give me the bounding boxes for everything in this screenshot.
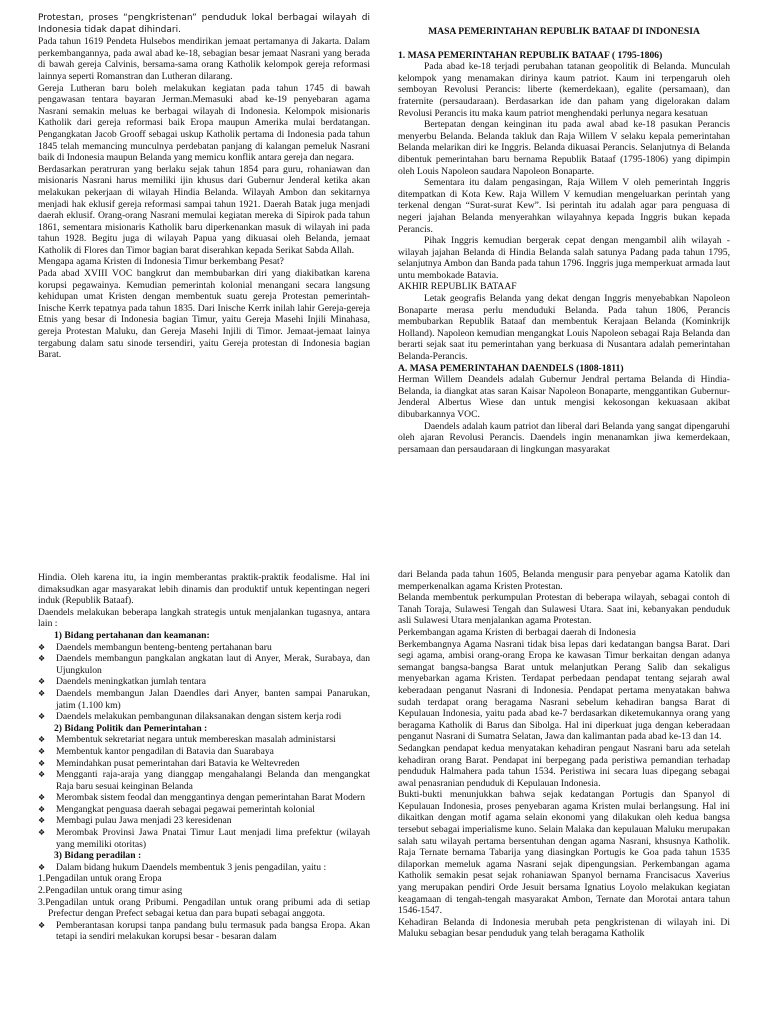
column-top-left xyxy=(38,13,370,361)
paragraph: Berkembangnya Agama Nasrani tidak bisa lepas dari kedatangan bangsa Barat. Dari segi agama, ambisi orang-orang Eropa ke kawasan Timur berkaitan dengan adanya semangat bangsa-bangsa Barat untuk melanjutkan Perang Salib dan sekaligus menyebarkan agama Kristen. Terdapat perbedaan pendapat tentang sejarah awal keberadaan penganut Nasrani di Indonesia. Pendapat pertama menyatakan bahwa sudah terdapat orang beragama Nasrani sebelum kehadiran bangsa Barat di Kepulauan Indonesia, yaitu pada abad ke-7 berdasarkan diketemukannya orang yang beragama Katholik di Barus dan Sibolga. Hal ini diperkuat juga dengan keberadaan penganut Nasrani di Sumatra Selatan, Jawa dan kalimantan pada abad ke-13 dan 14. xyxy=(398,638,730,743)
column-bottom-left xyxy=(38,572,370,943)
paragraph: Berdasarkan peratruran yang berlaku sejak tahun 1854 para guru, rohaniawan dan misionaris Nasrani harus memiliki ijin khusus dari Gubernur Jenderal ketika akan melakukan pekerjaan di wilayah Hindia Belanda. Wilayah Ambon dan sekitarnya menjadi hak eklusif gereja reformasi sampai tahun 1921. Daerah Batak juga menjadi daerah eklusif. Orang-orang Nasrani memulai kegiatan mereka di Sipirok pada tahun 1861, sementara misionaris Katholik baru diperkenankan masuk di wilayah ini pada tahun 1928. Begitu juga di wilayah Papua yang dikuasai oleh Belanda, jemaat Katholik di Flores dan Timor bagian barat diserahkan kepada Serikat Sabda Allah. xyxy=(38,163,370,256)
list-heading: 2) Bidang Politik dan Pemerintahan : xyxy=(54,722,208,734)
paragraph: Pada tahun 1619 Pendeta Hulsebos mendirikan jemaat pertamanya di Jakarta. Dalam perkembangannya, pada awal abad ke-18, sebagian besar jemaat Nasrani yang berada di bawah gereja Calvinis, bersama-sama orang Katholik kelompok gereja reformasi lainnya seperti Romanstran dan Lutheran dilarang. xyxy=(38,36,370,82)
list-item: ❖ Membentuk kantor pengadilan di Batavia dan Suarabaya xyxy=(38,746,370,758)
column-bottom-right xyxy=(398,569,730,940)
document-title: MASA PEMERINTAHAN REPUBLIK BATAAF DI INDONESIA xyxy=(428,26,700,37)
list-item: ❖ Pemberantasan korupsi tanpa pandang bulu termasuk pada bangsa Eropa. Akan tetapi ia sendiri melakukan korupsi besar - besaran dalam xyxy=(38,920,370,943)
section-heading: A. MASA PEMERINTAHAN DAENDELS (1808-1811) xyxy=(398,362,624,374)
list-item: ❖ Membentuk sekretariat negara untuk membereskan masalah administarsi xyxy=(38,734,370,746)
paragraph: Hindia. Oleh karena itu, ia ingin memberantas praktik-praktik feodalisme. Hal ini dimaksudkan agar masyarakat lebih dinamis dan produktif untuk kepentingan negeri induk (Republik Bataaf). xyxy=(38,572,370,607)
section-heading: AKHIR REPUBLIK BATAAF xyxy=(398,281,517,293)
paragraph: Letak geografis Belanda yang dekat dengan Inggris menyebabkan Napoleon Bonaparte merasa perlu menduduki Belanda. Pada tahun 1806, Perancis membubarkan Republik Bataaf dan membentuk Kerajaan Belanda (Kominkrijk Holland). Napoleon kemudian mengangkat Louis Napoleon sebagai Raja Belanda dan berarti sejak saat itu pemerintahan yang berkuasa di Nusantara adalah pemerintahan Belanda-Perancis. xyxy=(398,293,730,363)
numbered-item: 2.Pengadilan untuk orang timur asing xyxy=(38,885,183,897)
paragraph: Bertepatan dengan keinginan itu pada awal abad ke-18 pasukan Perancis menyerbu Belanda. Belanda takluk dan Raja Willem V selaku kepala pemerintahan Belanda melarikan diri ke Inggris. Belanda dikuasai Perancis. Selanjutnya di Belanda dibentuk pemerintahan baru bernama Republik Bataaf (1795-1806) yang dipimpin oleh Louis Napoleon saudara Napoleon Bonaparte. xyxy=(398,119,730,177)
paragraph: Belanda membentuk perkumpulan Protestan di beberapa wilayah, sebagai contoh di Tanah Toraja, Sulawesi Tengah dan Sulawesi Utara. Saat ini, kebanyakan penduduk asli Sulawesi Utara menjalankan agama Protestan. xyxy=(398,592,730,627)
list-item: ❖ Daendels melakukan pembangunan dilaksanakan dengan sistem kerja rodi xyxy=(38,711,370,723)
subheading: Perkembangan agama Kristen di berbagai daerah di Indonesia xyxy=(398,626,636,638)
paragraph: Pada abad ke-18 terjadi perubahan tatanan geopolitik di Belanda. Munculah kelompok yang menamakan dirinya kaum patriot. Kaum ini terpengaruh oleh semboyan Revolusi Perancis: liberte (kemerdekaan), egalite (persamaan), dan fraternite (persaudaraan). Berdasarkan ide dan paham yang digelorakan dalam Revolusi Perancis itu maka kaum patriot menghendaki perlunya negara kesatuan xyxy=(398,61,730,119)
paragraph: Pada abad XVIII VOC bangkrut dan membubarkan diri yang diakibatkan karena korupsi pegawainya. Kemudian pemerintah kolonial menangani secara langsung kehidupan umat Kristen dengan membentuk suatu gereja Protestan pemerintah-Inische Kerrk tepatnya pada tahun 1835. Dari Inische Kerrk inilah lahir Gereja-gereja Etnis yang besar di Indonesia bagian Timur, yaitu Gereja Masehi Injili Minahasa, gereja Protestan Maluku, dan Gereja Masehi Injili di Timor. Jemaat-jemaat lainya tergabung dalam satu sinode tersendiri, yaitu Gereja protestan di Indonesia bagian Barat. xyxy=(38,268,370,361)
paragraph: Herman Willem Deandels adalah Gubernur Jendral pertama Belanda di Hindia-Belanda, ia diangkat atas saran Kaisar Napoleon Bonaparte, menggantikan Gubernur-Jenderal Albertus Wiese dan untuk mengisi kekosongan kekuasaan akibat dibubarkannya VOC. xyxy=(398,374,730,420)
list-item: ❖ Daendels membangun Jalan Daendles dari Anyer, banten sampai Panarukan, jatim (1.100 km) xyxy=(38,688,370,711)
paragraph: Daendels adalah kaum patriot dan liberal dari Belanda yang sangat dipengaruhi oleh ajaran Revolusi Perancis. Daendels ingin menanamkan jiwa kemerdekaan, persamaan dan persaudaraan di lingkungan masyarakat xyxy=(398,420,730,455)
list-item: ❖ Mengangkat penguasa daerah sebagai pegawai pemerintah kolonial xyxy=(38,804,370,816)
paragraph: Pihak Inggris kemudian bergerak cepat dengan mengambil alih wilayah - wilayah jajahan Belanda di Hindia Belanda salah satunya Padang pada tahun 1795, selanjutnya Ambon dan Banda pada tahun 1796. Inggris juga memperkuat armada laut untu membokade Batavia. xyxy=(398,235,730,281)
paragraph: Kehadiran Belanda di Indonesia merubah peta pengkristenan di wilayah ini. Di Maluku sebagian besar penduduk yang telah beragama Katholik xyxy=(398,916,730,940)
paragraph: Bukti-bukti menunjukkan bahwa sejak kedatangan Portugis dan Spanyol di Kepulauan Indonesia, proses penyebaran agama Kristen mulai berlangsung. Hal ini dikaitkan dengan motif agama selain ekonomi yang dilakukan oleh kedua bangsa tersebut sebagai imperialisme kuno. Selain Malaka dan kepulauan Maluku merupakan salah satu wilayah pertama bersentuhan dengan agama Nasrani, khsusnya Katholik. Raja Ternate bernama Tabarija yang diasingkan Portugis ke Goa pada tahun 1535 dilaporkan memeluk agama Nasrani sejak dipengungsian. Perkembangan agama Katholik semakin pesat sejak rohaniawan Spanyol bernama Francisacus Xaverius yang merupakan pendiri Orde Jesuit bersama Ignatius Loyolo melakukan kegiatan keagamaan di tengah-tengah masyarakat Ambon, Ternate dan Morotai antara tahun 1546-1547. xyxy=(398,789,730,917)
list-item: ❖ Merombak sistem feodal dan menggantinya dengan pemerintahan Barat Modern xyxy=(38,792,370,804)
paragraph: Daendels melakukan beberapa langkah strategis untuk menjalankan tugasnya, antara lain : xyxy=(38,606,370,630)
list-item: ❖ Merombak Provinsi Jawa Pnatai Timur Laut menjadi lima prefektur (wilayah yang memiliki otoritas) xyxy=(38,827,370,850)
list-item: ❖ Memindahkan pusat pemerintahan dari Batavia ke Weltevreden xyxy=(38,758,370,770)
list-item: ❖ Membagi pulau Jawa menjadi 23 keresidenan xyxy=(38,815,370,827)
list-heading: 3) Bidang peradilan : xyxy=(54,850,142,862)
list-heading: 1) Bidang pertahanan dan keamanan: xyxy=(54,629,210,641)
paragraph: dari Belanda pada tahun 1605, Belanda mengusir para penyebar agama Katolik dan memperkenalkan agama Kristen Protestan. xyxy=(398,569,730,592)
section-heading: 1. MASA PEMERINTAHAN REPUBLIK BATAAF ( 1795-1806) xyxy=(398,49,663,61)
numbered-item: 1.Pengadilan untuk orang Eropa xyxy=(38,873,162,885)
paragraph: Protestan, proses “pengkristenan” penduduk lokal berbagai wilayah di Indonesia tidak dapat dihindari. xyxy=(38,13,370,35)
numbered-item: 3.Pengadilan untuk orang Pribumi. Pengadilan untuk orang pribumi ada di setiap Prefectur dengan Prefect sebagai ketua dan para bupati sebagai anggota. xyxy=(38,896,370,920)
column-top-right xyxy=(398,26,730,455)
list-item: ❖ Daendels membangun benteng-benteng pertahanan baru xyxy=(38,642,370,654)
list-item: ❖ Dalam bidang hukum Daendels membentuk 3 jenis pengadilan, yaitu : xyxy=(38,862,370,874)
paragraph: Sedangkan pendapat kedua menyatakan kehadiran pengaut Nasrani baru ada setelah kehadiran orang Barat. Pendapat ini berpegang pada peristiwa pemandian terhadap penduduk Halmahera pada tahun 1534. Peristiwa ini secara luas dipegang sebagai awal penasranian penduduk di Kepulauan Indonesia. xyxy=(398,742,730,789)
paragraph: Gereja Lutheran baru boleh melakukan kegiatan pada tahun 1745 di bawah pengawasan tentara bayaran Jerman.Memasuki abad ke-19 penyebaran agama Nasrani semakin meluas ke berbagai wilayah di Indonesia. Kelompok misionaris Katholik dari gereja reformasi baik Eropa maupun Amerika mulai berdatangan. Pengangkatan Jacob Grooff sebagai uskup Katholik pertama di Indonesia pada tahun 1845 telah memancing munculnya perdebatan panjang di kalangan pemeluk Nasrani baik di Indonesia maupun Belanda yang memicu konflik antara gereja dan negara. xyxy=(38,82,370,164)
paragraph: Mengapa agama Kristen di Indonesia Timur berkembang Pesat? xyxy=(38,256,284,268)
list-item: ❖ Daendels meningkatkan jumlah tentara xyxy=(38,676,370,688)
list-item: ❖ Daendels membangun pangkalan angkatan laut di Anyer, Merak, Surabaya, dan Ujungkulon xyxy=(38,653,370,676)
list-item: ❖ Mengganti raja-araja yang dianggap mengahalangi Belanda dan mengangkat Raja baru sesuai keinginan Belanda xyxy=(38,769,370,792)
paragraph: Sementara itu dalam pengasingan, Raja Willem V oleh pemerintah Inggris ditempatkan di Kota Kew. Raja Willem V kemudian mengeluarkan perintah yang terkenal dengan “Surat-surat Kew”. Isi perintah itu adalah agar para penguasa di negeri jajahan Belanda menyerahkan wilayahnya kepada Inggris bukan kepada Perancis. xyxy=(398,177,730,235)
